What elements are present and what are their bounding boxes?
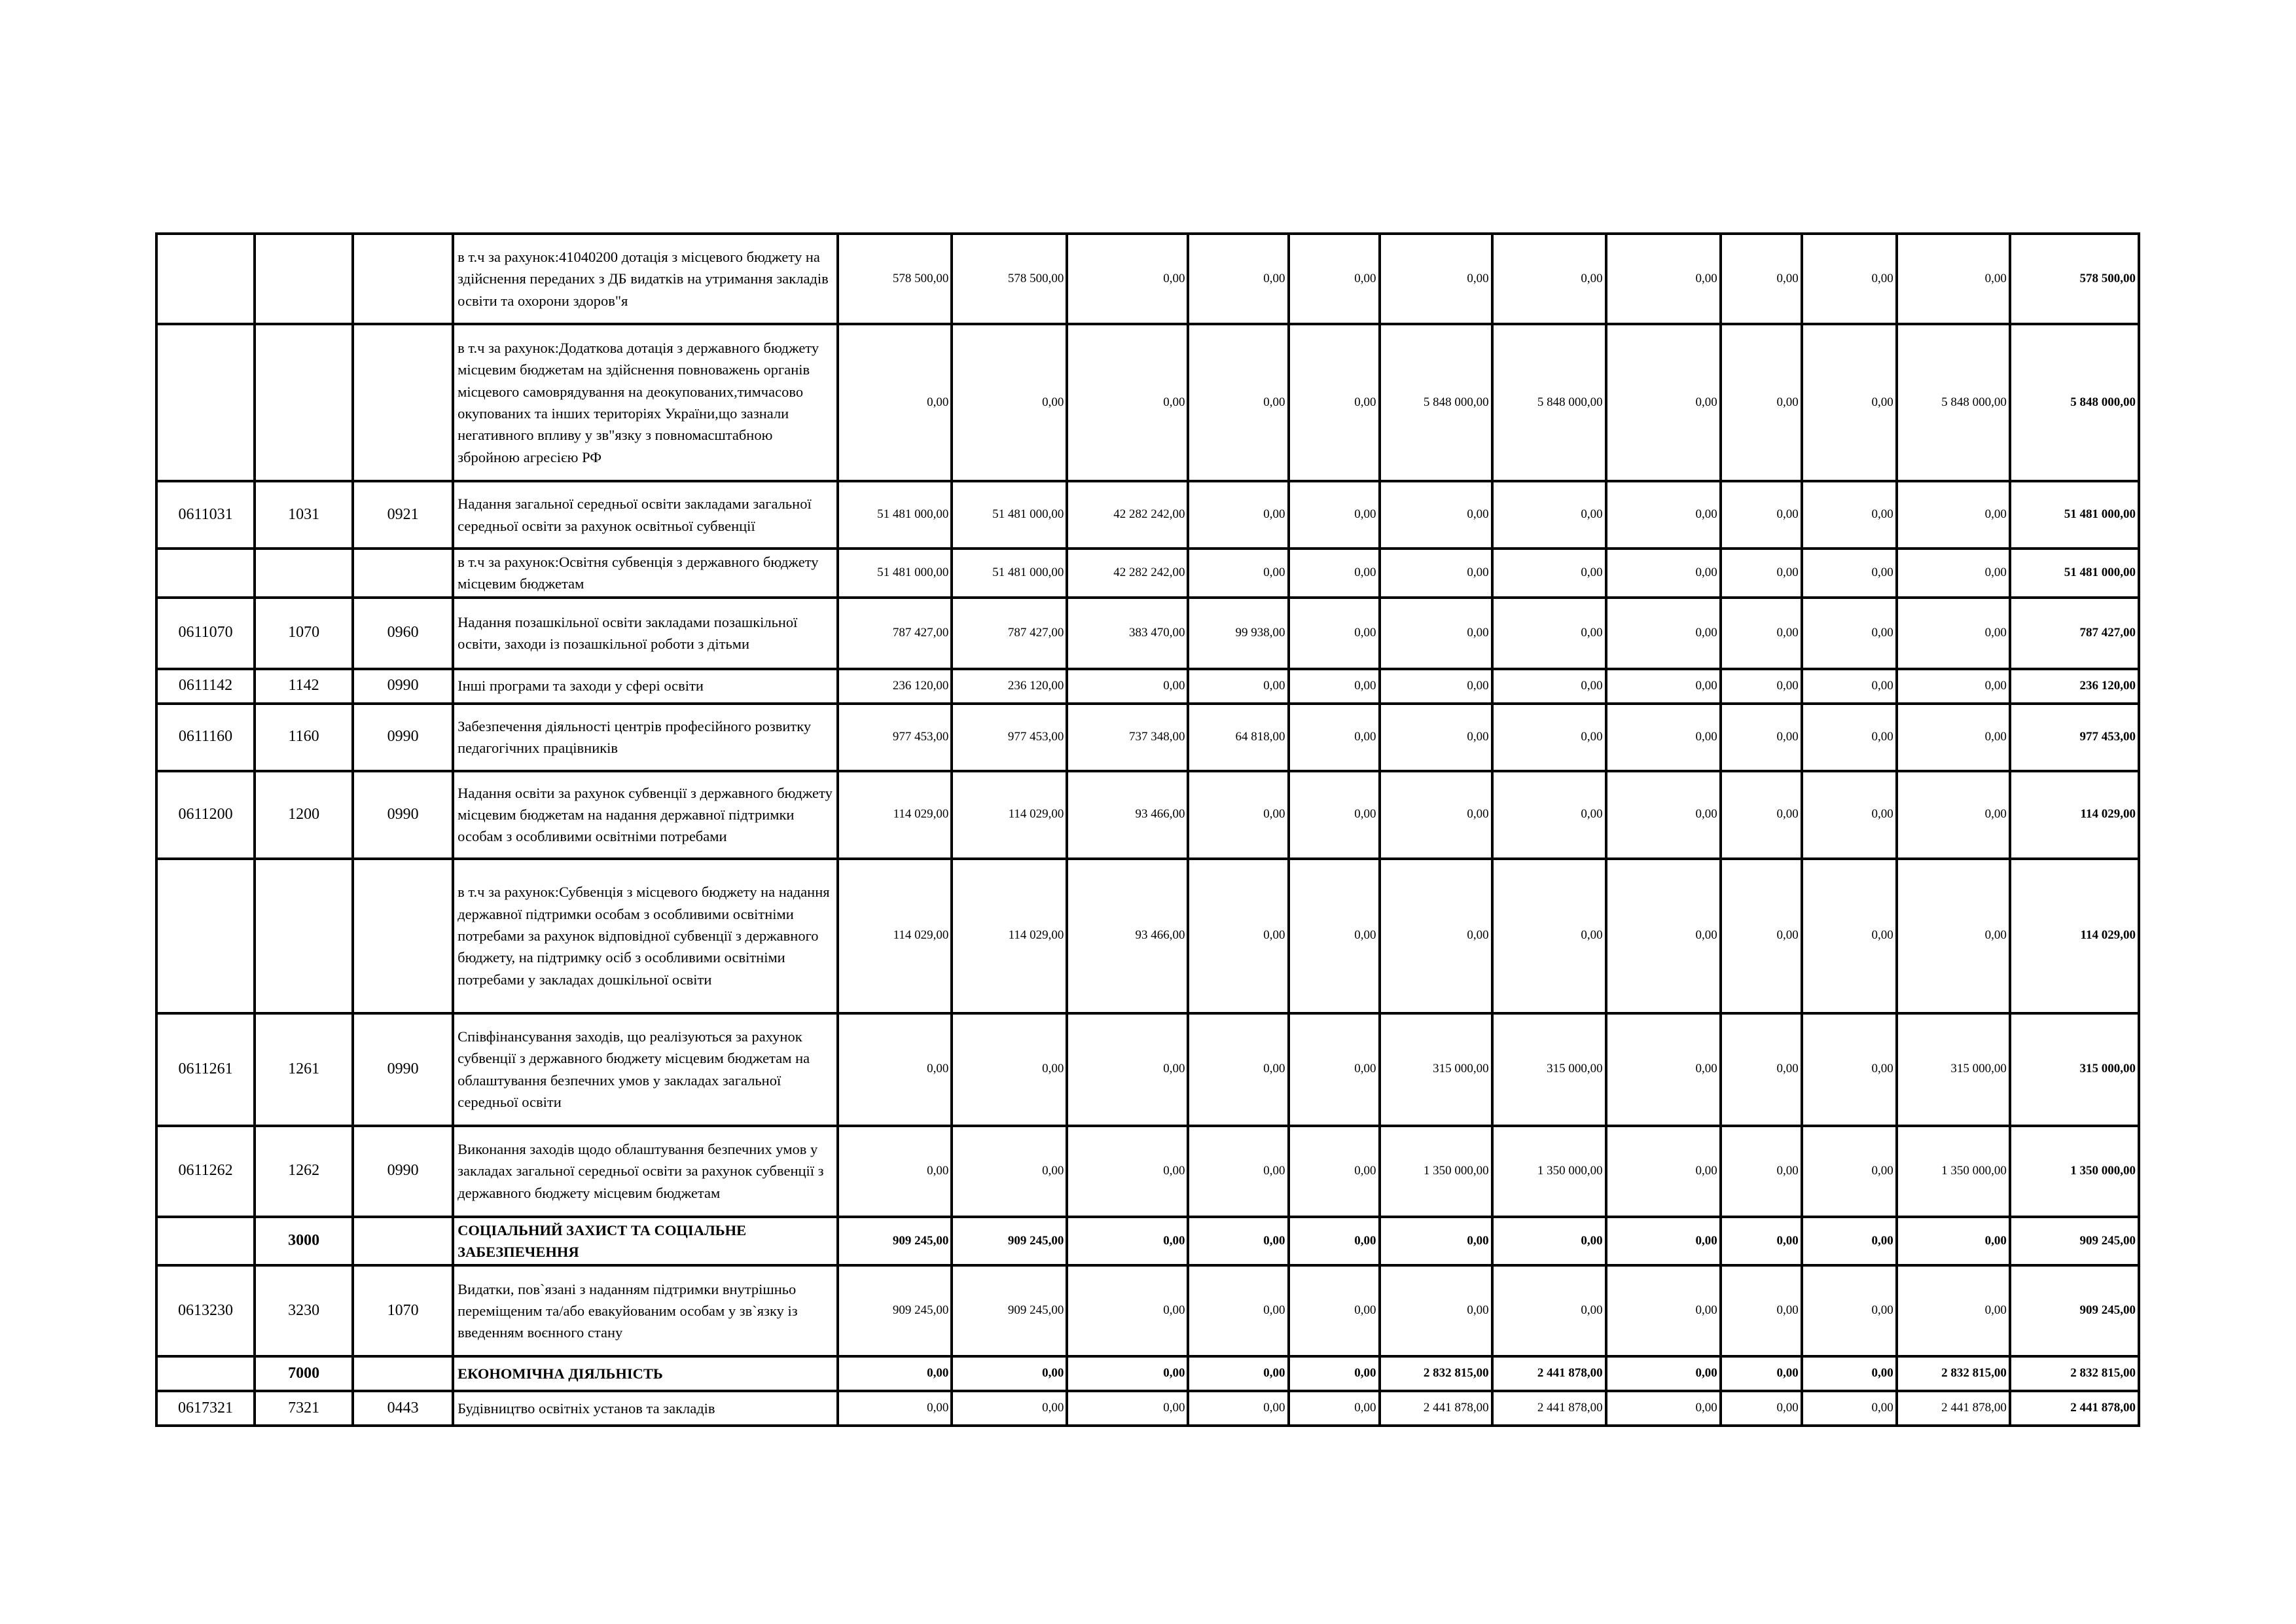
amount-cell: 0,00 [1721, 324, 1802, 481]
total-amount-cell: 977 453,00 [2010, 704, 2139, 771]
table-row [156, 1265, 2139, 1356]
amount-cell: 315 000,00 [1897, 1013, 2010, 1126]
classification-code-cell [353, 549, 453, 598]
amount-cell: 0,00 [1289, 771, 1380, 859]
total-amount-cell: 5 848 000,00 [2010, 324, 2139, 481]
function-code-cell: 3230 [255, 1265, 353, 1356]
item-name-cell: ЕКОНОМІЧНА ДІЯЛЬНІСТЬ [453, 1356, 838, 1391]
amount-cell: 0,00 [1721, 598, 1802, 669]
amount-cell: 0,00 [1289, 598, 1380, 669]
amount-cell: 0,00 [1802, 324, 1897, 481]
amount-cell: 0,00 [1721, 1217, 1802, 1266]
table-row [156, 598, 2139, 669]
amount-cell: 0,00 [838, 324, 952, 481]
classification-code-cell: 1070 [353, 1265, 453, 1356]
amount-cell: 0,00 [1492, 234, 1606, 324]
function-code-cell: 1261 [255, 1013, 353, 1126]
function-code-cell: 1200 [255, 771, 353, 859]
table-row [156, 1013, 2139, 1126]
amount-cell: 0,00 [1492, 598, 1606, 669]
program-code-cell [156, 549, 255, 598]
amount-cell: 0,00 [1289, 1217, 1380, 1266]
amount-cell: 0,00 [1188, 1013, 1288, 1126]
amount-cell: 0,00 [1067, 234, 1188, 324]
amount-cell: 0,00 [1188, 234, 1288, 324]
amount-cell: 1 350 000,00 [1492, 1126, 1606, 1217]
amount-cell: 0,00 [1380, 1265, 1492, 1356]
amount-cell: 0,00 [1606, 481, 1721, 549]
amount-cell: 0,00 [1606, 1217, 1721, 1266]
classification-code-cell [353, 1217, 453, 1266]
amount-cell: 0,00 [1188, 481, 1288, 549]
amount-cell: 0,00 [1492, 1265, 1606, 1356]
amount-cell: 0,00 [1897, 704, 2010, 771]
amount-cell: 0,00 [1802, 771, 1897, 859]
total-amount-cell: 236 120,00 [2010, 669, 2139, 704]
amount-cell: 0,00 [1289, 1013, 1380, 1126]
total-amount-cell: 1 350 000,00 [2010, 1126, 2139, 1217]
amount-cell: 0,00 [1802, 1126, 1897, 1217]
amount-cell: 0,00 [1606, 1356, 1721, 1391]
amount-cell: 0,00 [838, 1391, 952, 1426]
item-name-cell: Виконання заходів щодо облаштування безпечних умов у закладах загальної середньої освіти за рахунок субвенції з державного бюджету місцевим бюджетам [453, 1126, 838, 1217]
total-amount-cell: 51 481 000,00 [2010, 549, 2139, 598]
item-name-cell: Співфінансування заходів, що реалізуються за рахунок субвенції з державного бюджету місцевим бюджетам на облаштування безпечних умов у закладах загальної середньої освіти [453, 1013, 838, 1126]
table-row [156, 324, 2139, 481]
amount-cell: 0,00 [1897, 669, 2010, 704]
classification-code-cell [353, 859, 453, 1013]
amount-cell: 0,00 [1380, 771, 1492, 859]
function-code-cell: 1031 [255, 481, 353, 549]
amount-cell: 2 441 878,00 [1380, 1391, 1492, 1426]
table-row [156, 234, 2139, 324]
amount-cell: 787 427,00 [838, 598, 952, 669]
function-code-cell: 7000 [255, 1356, 353, 1391]
amount-cell: 0,00 [1188, 1126, 1288, 1217]
item-name-cell: СОЦІАЛЬНИЙ ЗАХИСТ ТА СОЦІАЛЬНЕ ЗАБЕЗПЕЧЕННЯ [453, 1217, 838, 1266]
classification-code-cell [353, 1356, 453, 1391]
total-amount-cell: 578 500,00 [2010, 234, 2139, 324]
amount-cell: 236 120,00 [838, 669, 952, 704]
function-code-cell [255, 324, 353, 481]
table-row [156, 1217, 2139, 1266]
item-name-cell: Забезпечення діяльності центрів професійного розвитку педагогічних працівників [453, 704, 838, 771]
amount-cell: 0,00 [1289, 859, 1380, 1013]
amount-cell: 0,00 [1897, 598, 2010, 669]
item-name-cell: в т.ч за рахунок:Субвенція з місцевого бюджету на надання державної підтримки особам з особливими освітніми потребами за рахунок відповідної субвенції з державного бюджету, на підтримку осіб з особливими освітніми потребами у закладах дошкільної освіти [453, 859, 838, 1013]
item-name-cell: Видатки, пов`язані з наданням підтримки внутрішньо переміщеним та/або евакуйованим особам у зв`язку із введенням воєнного стану [453, 1265, 838, 1356]
amount-cell: 0,00 [1721, 1356, 1802, 1391]
amount-cell: 0,00 [1289, 234, 1380, 324]
total-amount-cell: 787 427,00 [2010, 598, 2139, 669]
amount-cell: 114 029,00 [838, 859, 952, 1013]
amount-cell: 0,00 [1067, 1356, 1188, 1391]
amount-cell: 0,00 [952, 1126, 1067, 1217]
classification-code-cell: 0960 [353, 598, 453, 669]
amount-cell: 0,00 [1067, 669, 1188, 704]
amount-cell: 2 832 815,00 [1897, 1356, 2010, 1391]
table-row [156, 859, 2139, 1013]
amount-cell: 0,00 [1067, 324, 1188, 481]
classification-code-cell [353, 234, 453, 324]
amount-cell: 0,00 [1721, 1126, 1802, 1217]
program-code-cell: 0611262 [156, 1126, 255, 1217]
amount-cell: 0,00 [1897, 1217, 2010, 1266]
amount-cell: 0,00 [1721, 771, 1802, 859]
amount-cell: 0,00 [1492, 704, 1606, 771]
amount-cell: 0,00 [1721, 859, 1802, 1013]
amount-cell: 0,00 [1188, 1356, 1288, 1391]
item-name-cell: в т.ч за рахунок:Освітня субвенція з державного бюджету місцевим бюджетам [453, 549, 838, 598]
function-code-cell: 1142 [255, 669, 353, 704]
amount-cell: 909 245,00 [952, 1265, 1067, 1356]
amount-cell: 0,00 [1289, 1126, 1380, 1217]
amount-cell: 0,00 [1606, 704, 1721, 771]
amount-cell: 0,00 [1802, 234, 1897, 324]
amount-cell: 0,00 [1802, 1013, 1897, 1126]
amount-cell: 0,00 [1606, 1265, 1721, 1356]
amount-cell: 114 029,00 [838, 771, 952, 859]
amount-cell: 0,00 [1188, 771, 1288, 859]
budget-table-page [155, 232, 2140, 1427]
amount-cell: 0,00 [1721, 1013, 1802, 1126]
amount-cell: 787 427,00 [952, 598, 1067, 669]
amount-cell: 0,00 [1897, 481, 2010, 549]
amount-cell: 0,00 [1721, 481, 1802, 549]
amount-cell: 0,00 [952, 1391, 1067, 1426]
amount-cell: 0,00 [1067, 1391, 1188, 1426]
amount-cell: 2 441 878,00 [1492, 1356, 1606, 1391]
function-code-cell: 3000 [255, 1217, 353, 1266]
amount-cell: 0,00 [1289, 669, 1380, 704]
table-row [156, 704, 2139, 771]
amount-cell: 0,00 [952, 1013, 1067, 1126]
amount-cell: 383 470,00 [1067, 598, 1188, 669]
table-row [156, 669, 2139, 704]
amount-cell: 0,00 [1802, 1265, 1897, 1356]
amount-cell: 0,00 [1067, 1126, 1188, 1217]
amount-cell: 0,00 [1380, 669, 1492, 704]
amount-cell: 64 818,00 [1188, 704, 1288, 771]
amount-cell: 42 282 242,00 [1067, 549, 1188, 598]
total-amount-cell: 114 029,00 [2010, 771, 2139, 859]
classification-code-cell: 0990 [353, 771, 453, 859]
amount-cell: 0,00 [952, 1356, 1067, 1391]
table-row [156, 1126, 2139, 1217]
amount-cell: 114 029,00 [952, 771, 1067, 859]
function-code-cell [255, 859, 353, 1013]
amount-cell: 0,00 [1606, 549, 1721, 598]
amount-cell: 0,00 [1802, 598, 1897, 669]
amount-cell: 0,00 [1289, 481, 1380, 549]
amount-cell: 315 000,00 [1380, 1013, 1492, 1126]
classification-code-cell: 0990 [353, 1013, 453, 1126]
program-code-cell: 0611142 [156, 669, 255, 704]
table-row [156, 549, 2139, 598]
program-code-cell [156, 1356, 255, 1391]
amount-cell: 0,00 [1188, 324, 1288, 481]
amount-cell: 114 029,00 [952, 859, 1067, 1013]
table-row [156, 1391, 2139, 1426]
function-code-cell: 1262 [255, 1126, 353, 1217]
function-code-cell [255, 549, 353, 598]
amount-cell: 977 453,00 [838, 704, 952, 771]
amount-cell: 0,00 [1067, 1217, 1188, 1266]
item-name-cell: Надання загальної середньої освіти закладами загальної середньої освіти за рахунок освітньої субвенції [453, 481, 838, 549]
amount-cell: 1 350 000,00 [1380, 1126, 1492, 1217]
total-amount-cell: 909 245,00 [2010, 1265, 2139, 1356]
amount-cell: 93 466,00 [1067, 859, 1188, 1013]
amount-cell: 0,00 [1802, 549, 1897, 598]
amount-cell: 2 832 815,00 [1380, 1356, 1492, 1391]
amount-cell: 909 245,00 [952, 1217, 1067, 1266]
classification-code-cell [353, 324, 453, 481]
amount-cell: 0,00 [1606, 1126, 1721, 1217]
amount-cell: 0,00 [1380, 549, 1492, 598]
amount-cell: 0,00 [1897, 549, 2010, 598]
amount-cell: 0,00 [1606, 859, 1721, 1013]
classification-code-cell: 0990 [353, 669, 453, 704]
amount-cell: 0,00 [1188, 1217, 1288, 1266]
amount-cell: 0,00 [1067, 1265, 1188, 1356]
total-amount-cell: 2 832 815,00 [2010, 1356, 2139, 1391]
amount-cell: 0,00 [1380, 1217, 1492, 1266]
amount-cell: 578 500,00 [838, 234, 952, 324]
item-name-cell: в т.ч за рахунок:Додаткова дотація з державного бюджету місцевим бюджетам на здійснення повноважень органів місцевого самоврядування на деокупованих,тимчасово окупованих та інших територіях України,що зазнали негативного впливу у зв"язку з повномасштабною збройною агресією РФ [453, 324, 838, 481]
amount-cell: 0,00 [1289, 549, 1380, 598]
amount-cell: 977 453,00 [952, 704, 1067, 771]
amount-cell: 737 348,00 [1067, 704, 1188, 771]
budget-table [155, 232, 2140, 1427]
total-amount-cell: 114 029,00 [2010, 859, 2139, 1013]
function-code-cell: 7321 [255, 1391, 353, 1426]
amount-cell: 51 481 000,00 [838, 549, 952, 598]
amount-cell: 0,00 [1721, 549, 1802, 598]
amount-cell: 0,00 [1606, 598, 1721, 669]
amount-cell: 0,00 [1721, 704, 1802, 771]
amount-cell: 0,00 [1492, 549, 1606, 598]
item-name-cell: Інші програми та заходи у сфері освіти [453, 669, 838, 704]
amount-cell: 0,00 [952, 324, 1067, 481]
program-code-cell [156, 234, 255, 324]
item-name-cell: Будівництво освітніх установ та закладів [453, 1391, 838, 1426]
amount-cell: 0,00 [1802, 1217, 1897, 1266]
amount-cell: 0,00 [1721, 1391, 1802, 1426]
amount-cell: 93 466,00 [1067, 771, 1188, 859]
amount-cell: 0,00 [1897, 771, 2010, 859]
amount-cell: 2 441 878,00 [1492, 1391, 1606, 1426]
amount-cell: 0,00 [1188, 549, 1288, 598]
amount-cell: 315 000,00 [1492, 1013, 1606, 1126]
amount-cell: 2 441 878,00 [1897, 1391, 2010, 1426]
amount-cell: 0,00 [1492, 859, 1606, 1013]
amount-cell: 0,00 [1380, 481, 1492, 549]
amount-cell: 0,00 [1289, 1265, 1380, 1356]
amount-cell: 0,00 [1380, 859, 1492, 1013]
total-amount-cell: 315 000,00 [2010, 1013, 2139, 1126]
program-code-cell: 0611160 [156, 704, 255, 771]
amount-cell: 0,00 [1606, 669, 1721, 704]
amount-cell: 0,00 [1067, 1013, 1188, 1126]
function-code-cell: 1160 [255, 704, 353, 771]
amount-cell: 0,00 [1380, 704, 1492, 771]
amount-cell: 0,00 [1721, 234, 1802, 324]
amount-cell: 51 481 000,00 [952, 481, 1067, 549]
amount-cell: 0,00 [1289, 324, 1380, 481]
amount-cell: 0,00 [1802, 1356, 1897, 1391]
program-code-cell: 0611070 [156, 598, 255, 669]
amount-cell: 236 120,00 [952, 669, 1067, 704]
program-code-cell [156, 859, 255, 1013]
item-name-cell: Надання освіти за рахунок субвенції з державного бюджету місцевим бюджетам на надання державної підтримки особам з особливими освітніми потребами [453, 771, 838, 859]
amount-cell: 0,00 [1380, 234, 1492, 324]
amount-cell: 0,00 [838, 1126, 952, 1217]
classification-code-cell: 0990 [353, 704, 453, 771]
amount-cell: 909 245,00 [838, 1217, 952, 1266]
amount-cell: 1 350 000,00 [1897, 1126, 2010, 1217]
amount-cell: 0,00 [1289, 1391, 1380, 1426]
amount-cell: 5 848 000,00 [1492, 324, 1606, 481]
amount-cell: 0,00 [1492, 669, 1606, 704]
program-code-cell: 0611031 [156, 481, 255, 549]
item-name-cell: в т.ч за рахунок:41040200 дотація з місцевого бюджету на здійснення переданих з ДБ видатків на утримання закладів освіти та охорони здоров"я [453, 234, 838, 324]
amount-cell: 0,00 [1721, 669, 1802, 704]
total-amount-cell: 909 245,00 [2010, 1217, 2139, 1266]
amount-cell: 0,00 [1188, 1391, 1288, 1426]
amount-cell: 0,00 [1721, 1265, 1802, 1356]
amount-cell: 51 481 000,00 [952, 549, 1067, 598]
program-code-cell: 0613230 [156, 1265, 255, 1356]
amount-cell: 0,00 [1188, 859, 1288, 1013]
amount-cell: 0,00 [1802, 1391, 1897, 1426]
program-code-cell: 0611200 [156, 771, 255, 859]
amount-cell: 909 245,00 [838, 1265, 952, 1356]
amount-cell: 0,00 [1606, 324, 1721, 481]
amount-cell: 0,00 [1606, 1013, 1721, 1126]
table-row [156, 771, 2139, 859]
amount-cell: 0,00 [838, 1013, 952, 1126]
amount-cell: 0,00 [1897, 1265, 2010, 1356]
amount-cell: 578 500,00 [952, 234, 1067, 324]
function-code-cell [255, 234, 353, 324]
amount-cell: 0,00 [1188, 1265, 1288, 1356]
program-code-cell [156, 324, 255, 481]
amount-cell: 99 938,00 [1188, 598, 1288, 669]
amount-cell: 0,00 [1289, 704, 1380, 771]
amount-cell: 0,00 [1802, 669, 1897, 704]
total-amount-cell: 51 481 000,00 [2010, 481, 2139, 549]
total-amount-cell: 2 441 878,00 [2010, 1391, 2139, 1426]
amount-cell: 0,00 [1492, 771, 1606, 859]
amount-cell: 0,00 [1897, 859, 2010, 1013]
classification-code-cell: 0990 [353, 1126, 453, 1217]
amount-cell: 0,00 [1802, 859, 1897, 1013]
amount-cell: 0,00 [1606, 1391, 1721, 1426]
program-code-cell: 0611261 [156, 1013, 255, 1126]
amount-cell: 0,00 [1289, 1356, 1380, 1391]
table-row [156, 1356, 2139, 1391]
amount-cell: 0,00 [1188, 669, 1288, 704]
amount-cell: 0,00 [1802, 704, 1897, 771]
amount-cell: 0,00 [1380, 598, 1492, 669]
amount-cell: 0,00 [838, 1356, 952, 1391]
classification-code-cell: 0921 [353, 481, 453, 549]
amount-cell: 42 282 242,00 [1067, 481, 1188, 549]
item-name-cell: Надання позашкільної освіти закладами позашкільної освіти, заходи із позашкільної роботи з дітьми [453, 598, 838, 669]
amount-cell: 0,00 [1802, 481, 1897, 549]
amount-cell: 5 848 000,00 [1897, 324, 2010, 481]
function-code-cell: 1070 [255, 598, 353, 669]
amount-cell: 0,00 [1492, 481, 1606, 549]
amount-cell: 0,00 [1897, 234, 2010, 324]
table-row [156, 481, 2139, 549]
amount-cell: 5 848 000,00 [1380, 324, 1492, 481]
amount-cell: 51 481 000,00 [838, 481, 952, 549]
amount-cell: 0,00 [1492, 1217, 1606, 1266]
program-code-cell [156, 1217, 255, 1266]
amount-cell: 0,00 [1606, 234, 1721, 324]
classification-code-cell: 0443 [353, 1391, 453, 1426]
program-code-cell: 0617321 [156, 1391, 255, 1426]
amount-cell: 0,00 [1606, 771, 1721, 859]
